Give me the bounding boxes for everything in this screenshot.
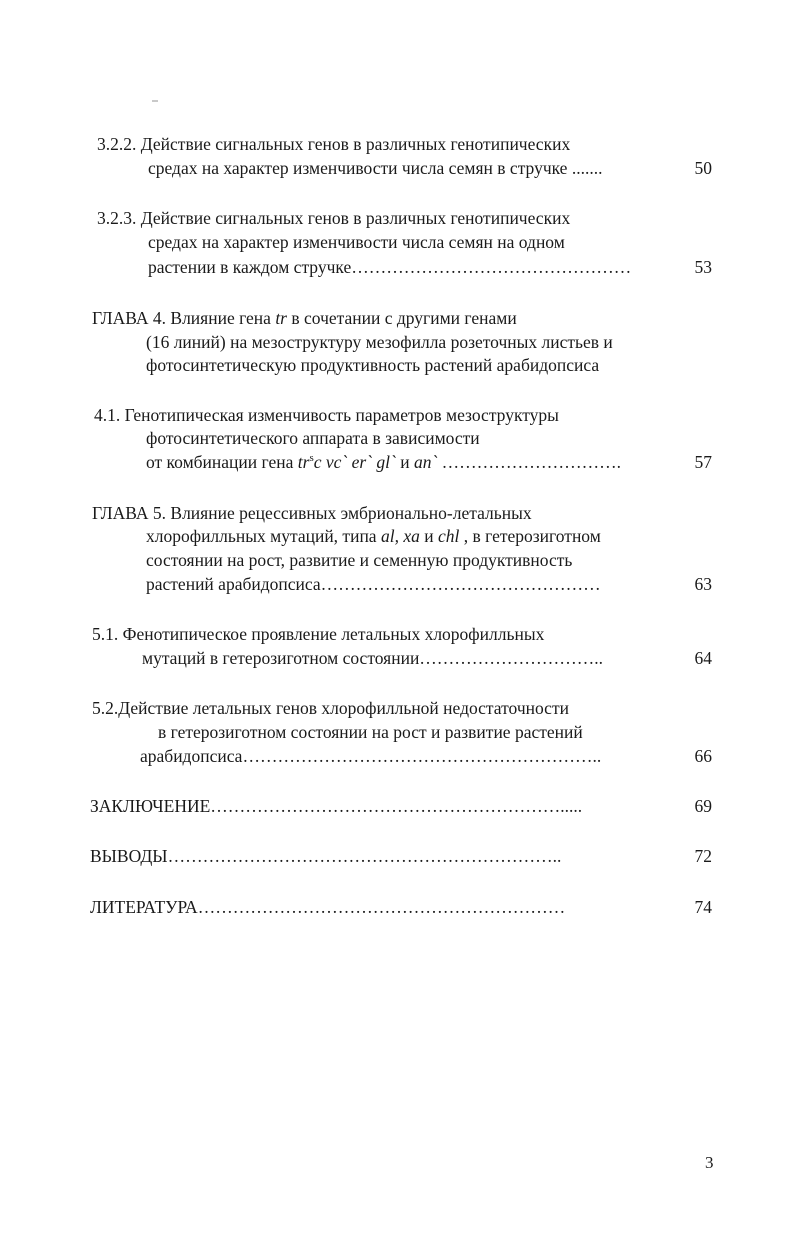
toc-page-number: 66 [694, 746, 712, 766]
toc-page-number: 63 [694, 574, 712, 594]
toc-page-number: 72 [694, 846, 712, 866]
toc-entry-title: ЛИТЕРАТУРА……………………………………………………… [90, 897, 566, 917]
gene-symbol: tr [275, 308, 287, 328]
toc-chapter-title-cont: фотосинтетическую продуктивность растений арабидопсиса [146, 355, 600, 375]
toc-entry-title: ВЫВОДЫ………………………………………………………….. [90, 846, 562, 866]
gene-symbol: an` [413, 452, 438, 472]
gene-symbols: al, xa [380, 526, 420, 546]
toc-chapter-title [92, 307, 517, 329]
toc-page-number: 53 [694, 257, 712, 277]
toc-entry-title: 3.2.2. Действие сигнальных генов в различных генотипических [97, 134, 571, 154]
gene-superscript: s [309, 452, 314, 465]
toc-entry-title-cont: арабидопсиса…………………………………………………….. [140, 746, 602, 766]
chapter-title-text: ГЛАВА 4. Влияние гена [92, 308, 276, 328]
toc-entry-title-cont: фотосинтетического аппарата в зависимости [146, 428, 480, 448]
toc-page-number: 69 [694, 796, 712, 816]
toc-entry-title-cont: средах на характер изменчивости числа семян на одном [148, 232, 565, 252]
toc-chapter-title-cont [146, 525, 601, 547]
toc-entry-title-cont: в гетерозиготном состоянии на рост и развитие растений [158, 722, 583, 742]
conjunction: и [419, 526, 438, 546]
toc-chapter-title-cont: (16 линий) на мезоструктуру мезофилла розеточных листьев и [146, 332, 613, 352]
toc-chapter-title-cont: растений арабидопсиса………………………………………… [146, 574, 601, 594]
chapter-title-text: , в гетерозиготном [459, 526, 601, 546]
toc-page-number: 57 [694, 452, 712, 472]
toc-entry-title: 5.2.Действие летальных генов хлорофилльной недостаточности [92, 698, 569, 718]
toc-entry-title: ЗАКЛЮЧЕНИЕ……………………………………………………..... [90, 796, 583, 816]
page-number: 3 [705, 1153, 714, 1172]
entry-text: от комбинации гена [146, 452, 298, 472]
chapter-title-text: хлорофилльных мутаций, типа [146, 526, 381, 546]
dot-leader: …………………………. [437, 452, 622, 472]
toc-entry-title-cont: растении в каждом стручке………………………………………… [148, 257, 632, 277]
toc-chapter-title-cont: состоянии на рост, развитие и семенную продуктивность [146, 550, 573, 570]
toc-page-number: 50 [694, 158, 712, 178]
toc-entry-title: 5.1. Фенотипическое проявление летальных хлорофилльных [92, 624, 545, 644]
toc-entry-title-cont: средах на характер изменчивости числа семян в стручке ....... [148, 158, 603, 178]
toc-entry-title-cont: мутаций в гетерозиготном состоянии………………………….. [142, 648, 604, 668]
gene-symbol: chl [437, 526, 460, 546]
toc-entry-title: 4.1. Генотипическая изменчивость параметров мезоструктуры [94, 405, 559, 425]
gene-symbol: tr [297, 452, 310, 472]
conjunction: и [395, 452, 414, 472]
toc-page-number: 64 [694, 648, 712, 668]
scan-speck [152, 100, 158, 102]
gene-symbols: c vc` er` gl` [313, 452, 396, 472]
chapter-title-text: в сочетании с другими генами [287, 308, 517, 328]
toc-entry-title: 3.2.3. Действие сигнальных генов в различных генотипических [97, 208, 571, 228]
toc-entry-title-cont [146, 451, 662, 473]
toc-page-number: 74 [694, 897, 712, 917]
toc-chapter-title: ГЛАВА 5. Влияние рецессивных эмбрионально-летальных [92, 503, 532, 523]
